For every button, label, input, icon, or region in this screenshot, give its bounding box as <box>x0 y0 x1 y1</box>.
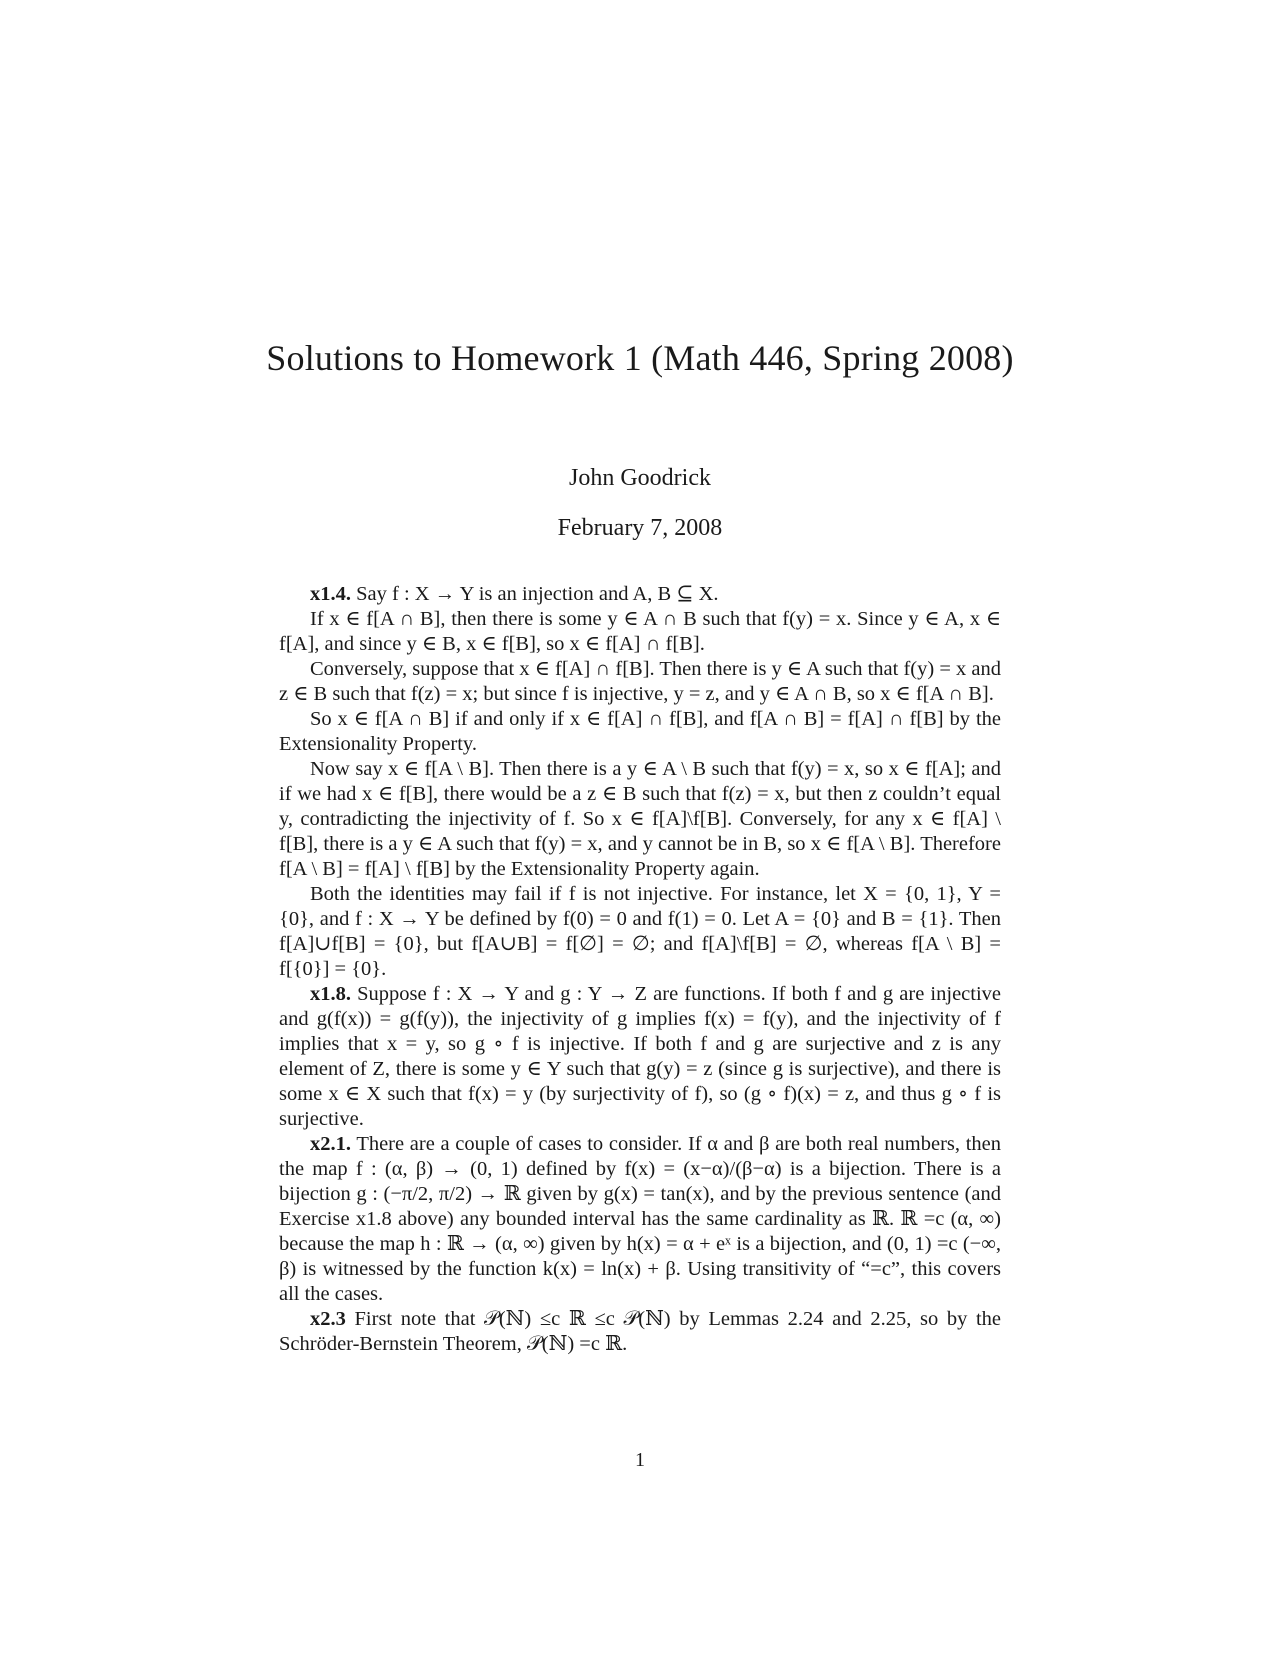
exercise-label: x1.4. <box>310 583 351 605</box>
document-author: John Goodrick <box>569 465 711 491</box>
paragraph-intersection-forward <box>279 607 1001 657</box>
paragraph-text: So x ∈ f[A ∩ B] if and only if x ∈ f[A] ∩ f[B], and f[A ∩ B] = f[A] ∩ f[B] by the Extensionality Property. <box>279 708 1001 755</box>
document-body <box>279 582 1001 1357</box>
page-number: 1 <box>635 1449 645 1471</box>
paragraph-text: There are a couple of cases to consider. If α and β are both real numbers, then the map f : (α, β) → (0, 1) defined by f(x) = (x−α)/(β−α) is a bijection. There is a bijection g : (−π/2, π/2) → ℝ given by g(x) = tan(x), and by the previous sentence (and Exercise x1.8 above) any bounded interval has the same cardinality as ℝ. ℝ =c (α, ∞) because the map h : ℝ → (α, ∞) given by h(x) = α + eˣ is a bijection, and (0, 1) =c (−∞, β) is witnessed by the function k(x) = ln(x) + β. Using transitivity of “=c”, this covers all the cases. <box>279 1133 1001 1305</box>
paragraph-x1-8 <box>279 982 1001 1132</box>
paragraph-counterexample <box>279 882 1001 982</box>
exercise-label: x2.3 <box>310 1308 346 1330</box>
document-title: Solutions to Homework 1 (Math 446, Spring 2008) <box>266 338 1014 378</box>
paragraph-text: Now say x ∈ f[A \ B]. Then there is a y ∈ A \ B such that f(y) = x, so x ∈ f[A]; and if we had x ∈ f[B], there would be a z ∈ B such that f(z) = x, but then z couldn’t equal y, contradicting the injectivity of f. So x ∈ f[A]\f[B]. Conversely, for any x ∈ f[A] \ f[B], there is a y ∈ A such that f(y) = x, and y cannot be in B, so x ∈ f[A \ B]. Therefore f[A \ B] = f[A] \ f[B] by the Extensionality Property again. <box>279 758 1001 880</box>
document-date: February 7, 2008 <box>557 515 723 541</box>
paragraph-x2-1 <box>279 1132 1001 1307</box>
paragraph-difference <box>279 757 1001 882</box>
exercise-label: x1.8. <box>310 983 351 1005</box>
paragraph-text: Both the identities may fail if f is not injective. For instance, let X = {0, 1}, Y = {0}, and f : X → Y be defined by f(0) = 0 and f(1) = 0. Let A = {0} and B = {1}. Then f[A]∪f[B] = {0}, but f[A∪B] = f[∅] = ∅; and f[A]\f[B] = ∅, whereas f[A \ B] = f[{0}] = {0}. <box>279 883 1001 980</box>
paragraph-intersection-conclusion <box>279 707 1001 757</box>
paragraph-x2-3 <box>279 1307 1001 1357</box>
exercise-label: x2.1. <box>310 1133 351 1155</box>
paragraph-text: Conversely, suppose that x ∈ f[A] ∩ f[B]. Then there is y ∈ A such that f(y) = x and z ∈ B such that f(z) = x; but since f is injective, y = z, and y ∈ A ∩ B, so x ∈ f[A ∩ B]. <box>279 658 1001 705</box>
paragraph-intersection-converse <box>279 657 1001 707</box>
paragraph-text: Suppose f : X → Y and g : Y → Z are functions. If both f and g are injective and g(f(x)) = g(f(y)), the injectivity of g implies f(x) = f(y), and the injectivity of f implies that x = y, so g ∘ f is injective. If both f and g are surjective and z is any element of Z, there is some y ∈ Y such that g(y) = z (since g is surjective), and there is some x ∈ X such that f(x) = y (by surjectivity of f), so (g ∘ f)(x) = z, and thus g ∘ f is surjective. <box>279 983 1002 1130</box>
paragraph-text: First note that 𝒫(ℕ) ≤c ℝ ≤c 𝒫(ℕ) by Lemmas 2.24 and 2.25, so by the Schröder-Bernstein Theorem, 𝒫(ℕ) =c ℝ. <box>279 1308 1002 1355</box>
paragraph-x1-4-intro <box>279 582 1001 607</box>
paragraph-text: Say f : X → Y is an injection and A, B ⊆ X. <box>356 583 719 605</box>
paragraph-text: If x ∈ f[A ∩ B], then there is some y ∈ A ∩ B such that f(y) = x. Since y ∈ A, x ∈ f[A], and since y ∈ B, x ∈ f[B], so x ∈ f[A] ∩ f[B]. <box>279 608 1001 655</box>
